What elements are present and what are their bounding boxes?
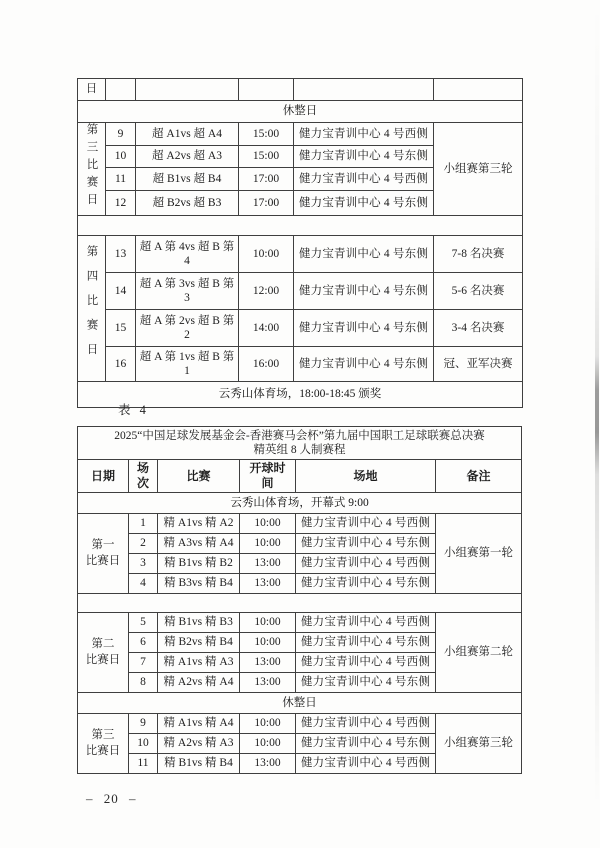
seq-cell: 14 <box>106 272 136 309</box>
venue-cell: 健力宝青训中心 4 号西侧 <box>296 754 436 774</box>
spacer-cell <box>78 215 523 235</box>
match-cell: 超 A 第 1vs 超 B 第 1 <box>136 346 239 381</box>
time-cell: 10:00 <box>240 534 296 554</box>
match-cell: 精 B1vs 精 B3 <box>158 613 240 633</box>
seq-cell <box>106 79 136 101</box>
page-number: – 20 – <box>86 791 137 806</box>
seq-cell: 1 <box>129 514 158 534</box>
note-cell: 小组赛第一轮 <box>436 514 522 594</box>
match-cell: 精 A1vs 精 A2 <box>158 514 240 534</box>
table4-caption: 表 4 <box>118 403 149 417</box>
time-cell: 10:00 <box>240 714 296 734</box>
match-day-label-line1: 第二 <box>91 637 115 650</box>
schedule-row <box>78 346 523 381</box>
rest-day-cell: 休整日 <box>78 693 522 714</box>
match-cell <box>136 79 239 101</box>
time-cell <box>239 79 294 101</box>
time-cell: 17:00 <box>239 168 294 191</box>
schedule-row <box>78 714 522 734</box>
time-cell: 10:00 <box>240 633 296 653</box>
spacer-row <box>78 594 522 613</box>
super-group-schedule-table-fragment <box>77 78 523 408</box>
schedule-row <box>78 514 522 534</box>
opening-ceremony-cell: 云秀山体育场，开幕式 9:00 <box>78 493 522 514</box>
date-cell <box>78 714 129 774</box>
date-cell: 日 <box>78 79 106 101</box>
match-cell: 精 A3vs 精 A4 <box>158 534 240 554</box>
venue-cell: 健力宝青训中心 4 号西侧 <box>296 554 436 574</box>
match-day-label-line2: 比赛日 <box>85 554 121 567</box>
header-seq-label: 场次 <box>136 461 149 490</box>
venue-cell: 健力宝青训中心 4 号东侧 <box>296 673 436 693</box>
seq-cell: 15 <box>106 309 136 346</box>
time-cell: 14:00 <box>239 309 294 346</box>
schedule-row <box>78 235 523 272</box>
time-cell: 15:00 <box>239 145 294 168</box>
time-cell: 10:00 <box>240 734 296 754</box>
match-cell: 精 B3vs 精 B4 <box>158 574 240 594</box>
scan-artifact-streak <box>595 0 599 848</box>
venue-cell: 健力宝青训中心 4 号东侧 <box>294 309 434 346</box>
match-cell: 精 A2vs 精 A4 <box>158 673 240 693</box>
date-cell <box>78 514 129 594</box>
venue-cell: 健力宝青训中心 4 号西侧 <box>296 514 436 534</box>
header-venue: 场地 <box>296 460 436 493</box>
date-cell <box>78 123 106 216</box>
seq-cell: 8 <box>129 673 158 693</box>
opening-ceremony-row <box>78 493 522 514</box>
match-day-label: 第四比赛日 <box>85 244 98 368</box>
match-cell: 精 A1vs 精 A3 <box>158 653 240 673</box>
spacer-cell <box>78 594 522 613</box>
time-cell: 13:00 <box>240 673 296 693</box>
time-cell: 13:00 <box>240 554 296 574</box>
schedule-row <box>78 123 523 146</box>
match-cell: 精 A1vs 精 A4 <box>158 714 240 734</box>
match-cell: 超 A 第 4vs 超 B 第 4 <box>136 235 239 272</box>
seq-cell: 12 <box>106 190 136 215</box>
venue-cell: 健力宝青训中心 4 号东侧 <box>296 534 436 554</box>
match-cell: 精 B1vs 精 B2 <box>158 554 240 574</box>
time-cell: 17:00 <box>239 190 294 215</box>
time-cell: 10:00 <box>240 613 296 633</box>
seq-cell: 4 <box>129 574 158 594</box>
seq-cell: 3 <box>129 554 158 574</box>
match-day-label-line1: 第三 <box>91 728 115 741</box>
rest-day-cell: 休整日 <box>78 101 523 123</box>
note-cell <box>434 79 523 101</box>
table-title-line2: 精英组 8 人制赛程 <box>253 444 346 456</box>
seq-cell: 2 <box>129 534 158 554</box>
seq-cell: 11 <box>129 754 158 774</box>
venue-cell: 健力宝青训中心 4 号西侧 <box>296 613 436 633</box>
note-cell: 3-4 名决赛 <box>434 309 523 346</box>
rest-day-row <box>78 101 523 123</box>
match-cell: 超 A 第 2vs 超 B 第 2 <box>136 309 239 346</box>
table-title-cell <box>78 427 522 460</box>
spacer-row <box>78 215 523 235</box>
venue-cell: 健力宝青训中心 4 号西侧 <box>294 123 434 146</box>
match-cell: 超 B1vs 超 B4 <box>136 168 239 191</box>
time-cell: 12:00 <box>239 272 294 309</box>
match-day-label: 第三比赛日 <box>85 123 98 211</box>
note-cell: 5-6 名决赛 <box>434 272 523 309</box>
venue-cell: 健力宝青训中心 4 号东侧 <box>296 574 436 594</box>
seq-cell: 10 <box>106 145 136 168</box>
elite-group-schedule-table <box>77 426 522 774</box>
header-date: 日期 <box>78 460 129 493</box>
header-match: 比赛 <box>158 460 240 493</box>
schedule-row <box>78 272 523 309</box>
venue-cell: 健力宝青训中心 4 号东侧 <box>296 633 436 653</box>
note-cell: 小组赛第三轮 <box>434 123 523 216</box>
time-cell: 15:00 <box>239 123 294 146</box>
carryover-row <box>78 79 523 101</box>
time-cell: 10:00 <box>239 235 294 272</box>
seq-cell: 7 <box>129 653 158 673</box>
venue-cell <box>294 79 434 101</box>
table-title-line1: 2025“中国足球发展基金会-香港赛马会杯”第九届中国职工足球联赛总决赛 <box>114 429 485 442</box>
rest-day-row <box>78 693 522 714</box>
match-cell: 超 B2vs 超 B3 <box>136 190 239 215</box>
schedule-row <box>78 309 523 346</box>
date-cell <box>78 613 129 693</box>
venue-cell: 健力宝青训中心 4 号东侧 <box>296 734 436 754</box>
seq-cell: 9 <box>129 714 158 734</box>
venue-cell: 健力宝青训中心 4 号东侧 <box>294 145 434 168</box>
venue-cell: 健力宝青训中心 4 号西侧 <box>294 168 434 191</box>
schedule-row <box>78 613 522 633</box>
seq-cell: 6 <box>129 633 158 653</box>
match-cell: 超 A 第 3vs 超 B 第 3 <box>136 272 239 309</box>
time-cell: 13:00 <box>240 653 296 673</box>
note-cell: 小组赛第二轮 <box>436 613 522 693</box>
header-seq <box>129 460 158 493</box>
venue-cell: 健力宝青训中心 4 号东侧 <box>294 272 434 309</box>
seq-cell: 16 <box>106 346 136 381</box>
note-cell: 7-8 名决赛 <box>434 235 523 272</box>
match-cell: 超 A2vs 超 A3 <box>136 145 239 168</box>
header-row <box>78 460 522 493</box>
match-cell: 超 A1vs 超 A4 <box>136 123 239 146</box>
time-cell: 13:00 <box>240 754 296 774</box>
time-cell: 13:00 <box>240 574 296 594</box>
match-cell: 精 A2vs 精 A3 <box>158 734 240 754</box>
venue-cell: 健力宝青训中心 4 号西侧 <box>296 653 436 673</box>
awards-cell: 云秀山体育场，18:00-18:45 颁奖 <box>78 381 523 407</box>
seq-cell: 9 <box>106 123 136 146</box>
header-time-label: 开球时间 <box>249 461 286 490</box>
note-cell: 冠、亚军决赛 <box>434 346 523 381</box>
time-cell: 10:00 <box>240 514 296 534</box>
match-day-label-line2: 比赛日 <box>85 653 121 666</box>
header-time <box>240 460 296 493</box>
venue-cell: 健力宝青训中心 4 号西侧 <box>296 714 436 734</box>
note-cell: 小组赛第三轮 <box>436 714 522 774</box>
seq-cell: 5 <box>129 613 158 633</box>
date-cell <box>78 235 106 381</box>
header-note: 备注 <box>436 460 522 493</box>
seq-cell: 10 <box>129 734 158 754</box>
venue-cell: 健力宝青训中心 4 号东侧 <box>294 235 434 272</box>
table-title-row <box>78 427 522 460</box>
match-cell: 精 B1vs 精 B4 <box>158 754 240 774</box>
venue-cell: 健力宝青训中心 4 号东侧 <box>294 190 434 215</box>
venue-cell: 健力宝青训中心 4 号东侧 <box>294 346 434 381</box>
match-cell: 精 B2vs 精 B4 <box>158 633 240 653</box>
match-day-label-line2: 比赛日 <box>85 744 121 757</box>
seq-cell: 13 <box>106 235 136 272</box>
seq-cell: 11 <box>106 168 136 191</box>
time-cell: 16:00 <box>239 346 294 381</box>
match-day-label-line1: 第一 <box>91 538 115 551</box>
